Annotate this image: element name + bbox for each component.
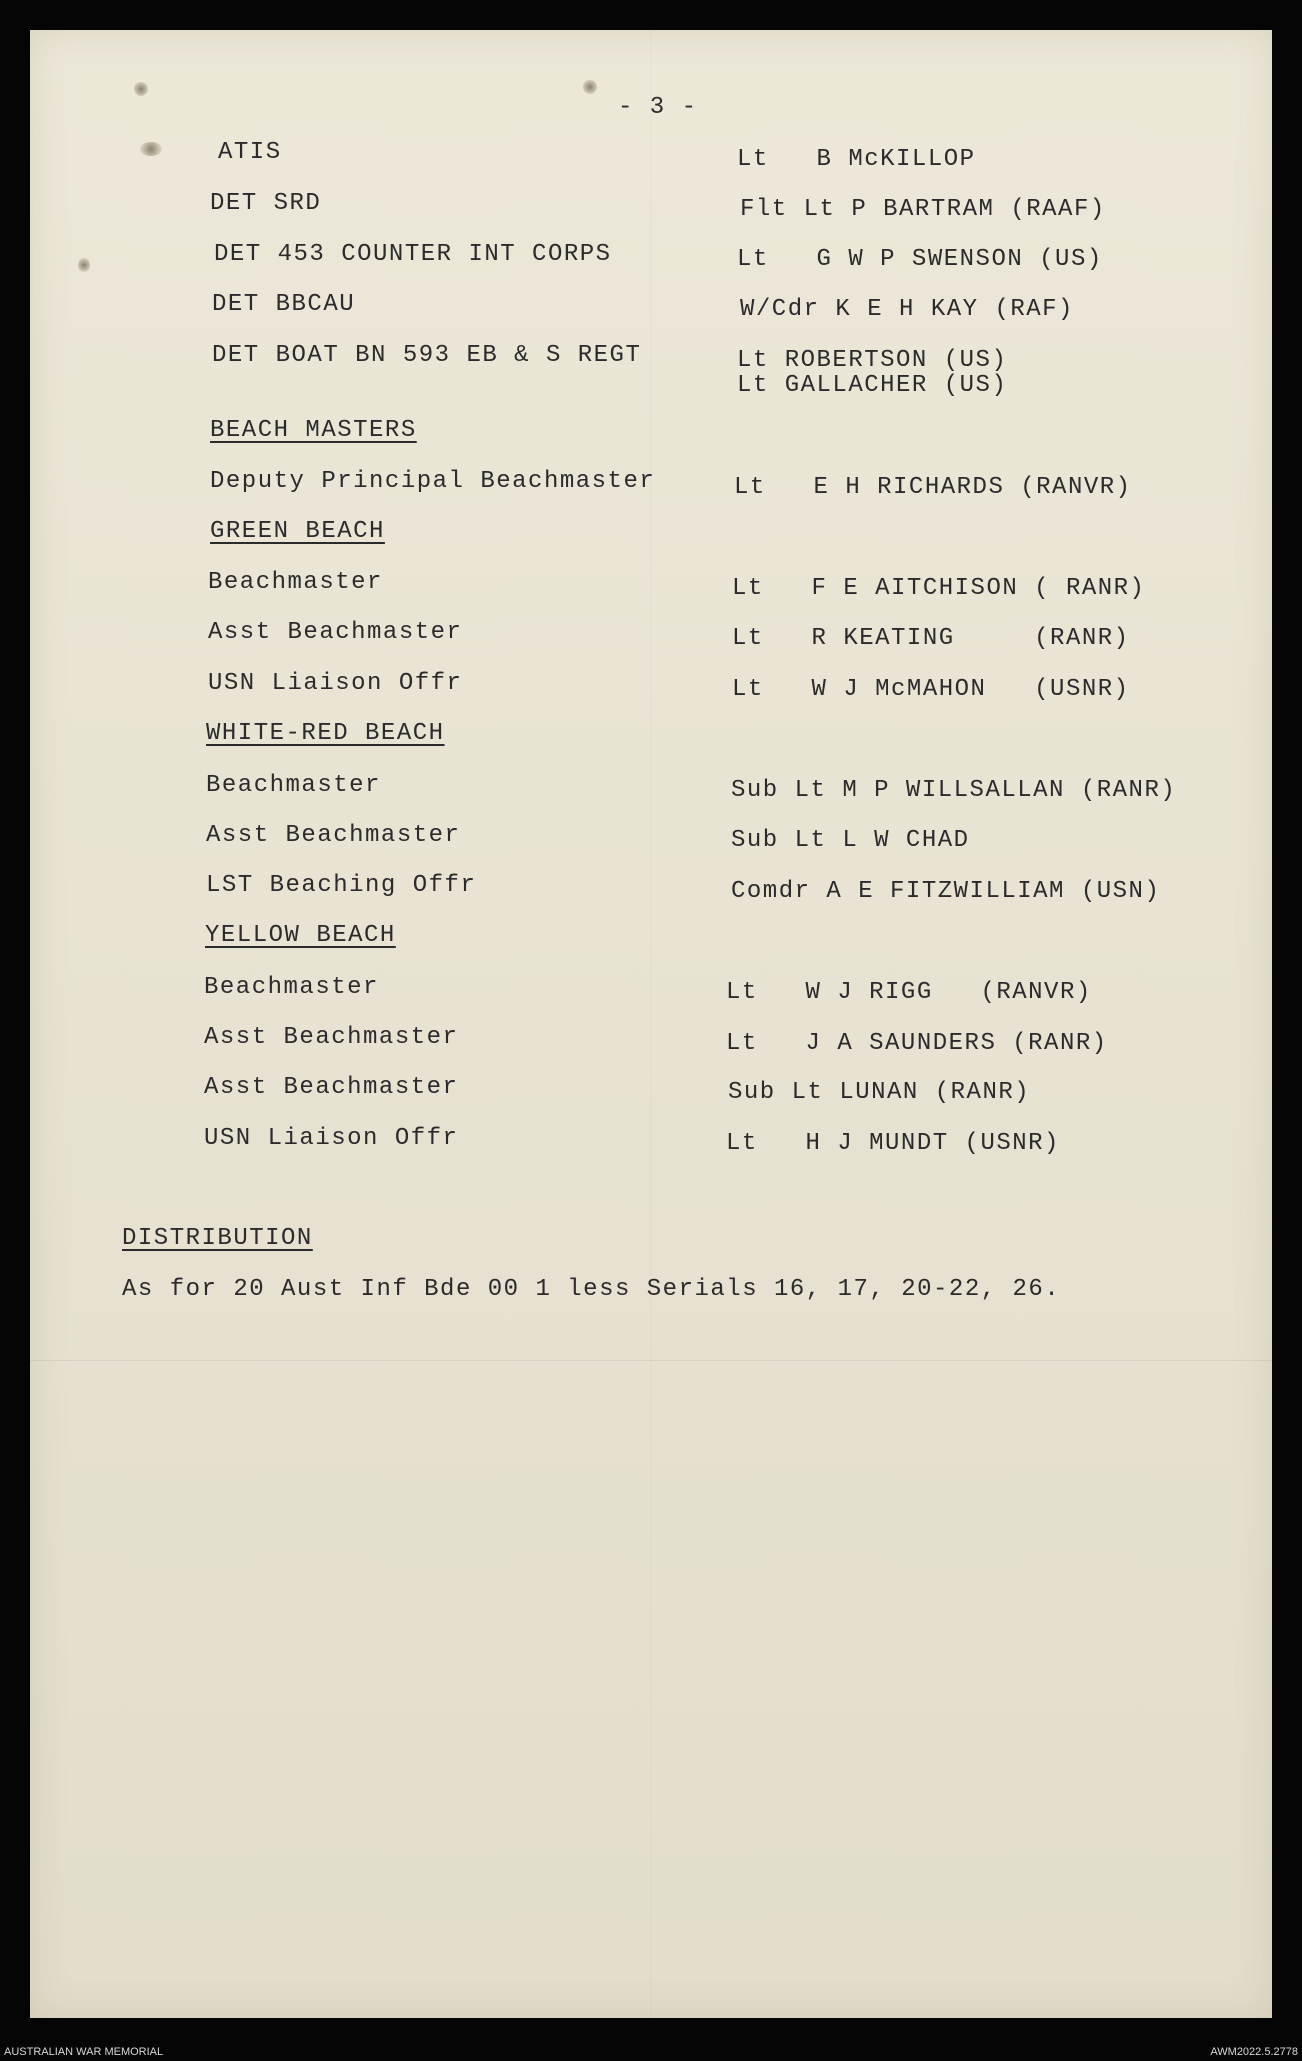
unit-label: DET BOAT BN 593 EB & S REGT — [212, 342, 642, 369]
footer-accession-number: AWM2022.5.2778 — [1210, 2046, 1298, 2058]
role-label: Asst Beachmaster — [204, 1024, 459, 1051]
unit-label: DET BBCAU — [212, 291, 356, 318]
paper-fold-line — [30, 1360, 1272, 1361]
distribution-text: As for 20 Aust Inf Bde 00 1 less Serials 16, 17, 20-22, 26. — [122, 1276, 1061, 1303]
pin-hole — [583, 80, 597, 94]
role-officer: Sub Lt LUNAN (RANR) — [728, 1079, 1031, 1106]
role-label: Asst Beachmaster — [206, 822, 461, 849]
section-heading-beach-masters: BEACH MASTERS — [210, 417, 417, 444]
unit-officer: Lt GALLACHER (US) — [737, 372, 1008, 399]
unit-officer: Lt B McKILLOP — [737, 146, 976, 173]
unit-officer: Lt G W P SWENSON (US) — [737, 246, 1103, 273]
role-label: USN Liaison Offr — [204, 1125, 459, 1152]
pin-hole — [140, 142, 162, 156]
role-label: Deputy Principal Beachmaster — [210, 468, 656, 495]
role-officer: Lt W J RIGG (RANVR) — [726, 979, 1092, 1006]
role-officer: Lt R KEATING (RANR) — [732, 625, 1130, 652]
role-officer: Lt W J McMAHON (USNR) — [732, 676, 1130, 703]
unit-label: DET 453 COUNTER INT CORPS — [214, 241, 612, 268]
role-label: USN Liaison Offr — [208, 670, 463, 697]
section-heading-white-red-beach: WHITE-RED BEACH — [206, 720, 445, 747]
role-officer: Sub Lt M P WILLSALLAN (RANR) — [731, 777, 1177, 804]
section-heading-yellow-beach: YELLOW BEACH — [205, 922, 396, 949]
role-label: Beachmaster — [204, 974, 379, 1001]
unit-officer: Lt ROBERTSON (US) — [737, 347, 1008, 374]
role-officer: Comdr A E FITZWILLIAM (USN) — [731, 878, 1161, 905]
role-officer: Sub Lt L W CHAD — [731, 827, 970, 854]
role-label: Beachmaster — [208, 569, 383, 596]
role-label: Asst Beachmaster — [204, 1074, 459, 1101]
pin-hole — [134, 82, 148, 96]
role-label: LST Beaching Offr — [206, 872, 477, 899]
role-label: Beachmaster — [206, 772, 381, 799]
section-heading-distribution: DISTRIBUTION — [122, 1225, 313, 1252]
role-officer: Lt H J MUNDT (USNR) — [726, 1130, 1060, 1157]
pin-hole — [78, 258, 90, 272]
unit-officer: Flt Lt P BARTRAM (RAAF) — [740, 196, 1106, 223]
footer-institution: AUSTRALIAN WAR MEMORIAL — [4, 2046, 164, 2058]
unit-label: DET SRD — [210, 190, 322, 217]
page-number: - 3 - — [618, 94, 698, 121]
role-officer: Lt E H RICHARDS (RANVR) — [734, 474, 1132, 501]
role-officer: Lt F E AITCHISON ( RANR) — [732, 575, 1146, 602]
section-heading-green-beach: GREEN BEACH — [210, 518, 385, 545]
role-officer: Lt J A SAUNDERS (RANR) — [726, 1030, 1108, 1057]
role-label: Asst Beachmaster — [208, 619, 463, 646]
unit-label: ATIS — [218, 139, 282, 166]
unit-officer: W/Cdr K E H KAY (RAF) — [740, 296, 1074, 323]
